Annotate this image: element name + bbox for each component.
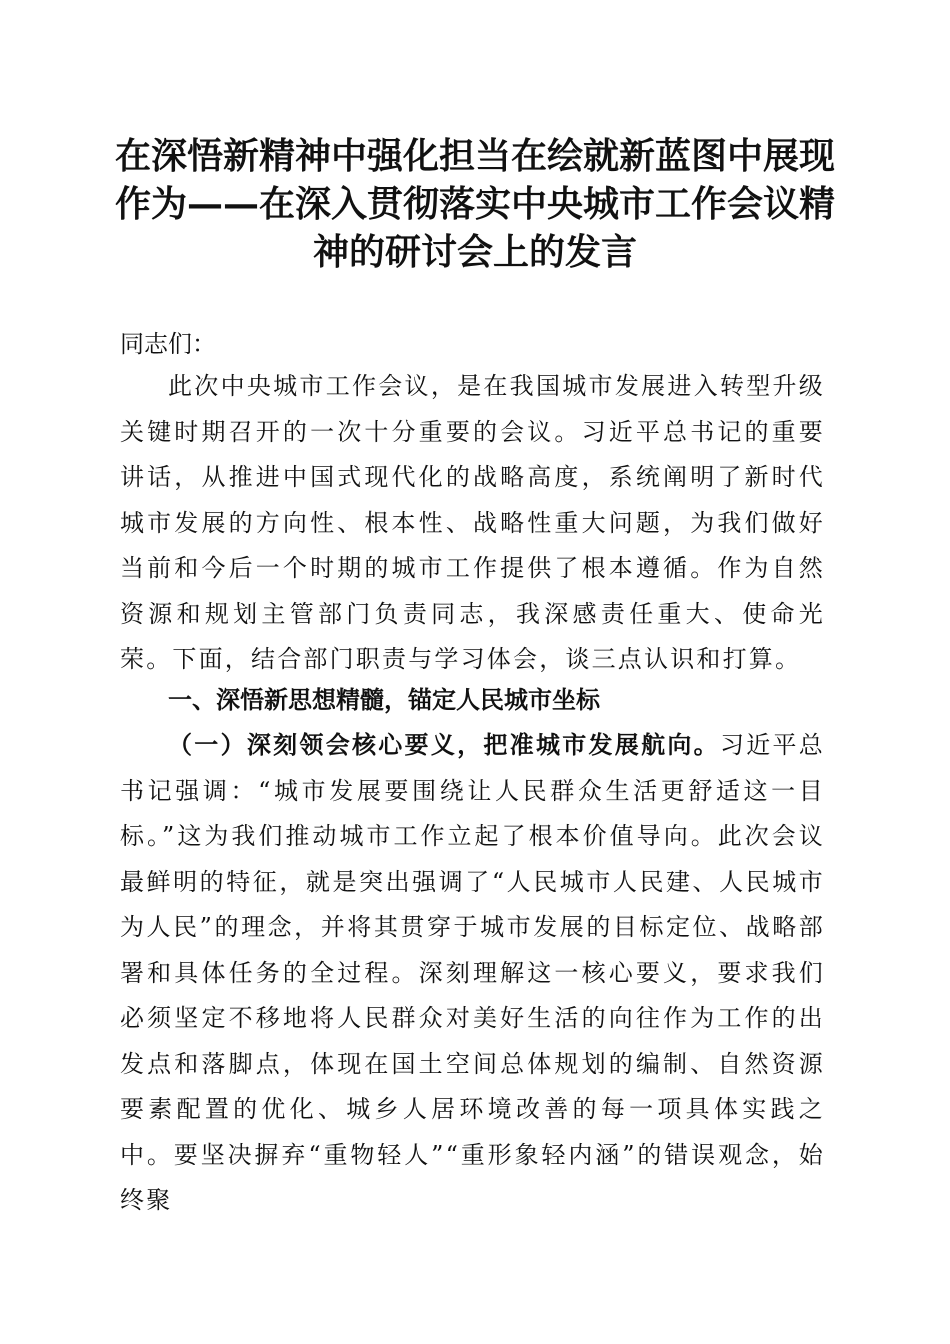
opening-paragraph: 此次中央城市工作会议，是在我国城市发展进入转型升级关键时期召开的一次十分重要的会议。习近平总书记的重要讲话，从推进中国式现代化的战略高度，系统阐明了新时代城市发展的方向性、根本性、战略性重大问题，为我们做好当前和今后一个时期的城市工作提供了根本遵循。作为自然资源和规划主管部门负责同志，我深感责任重大、使命光荣。下面，结合部门职责与学习体会，谈三点认识和打算。 — [120, 372, 825, 673]
subsection-1-text: 习近平总书记强调：“城市发展要围绕让人民群众生活更舒适这一目标。”这为我们推动城市工作立起了根本价值导向。此次会议最鲜明的特征，就是突出强调了“人民城市人民建、人民城市为人民”的理念，并将其贯穿于城市发展的目标定位、战略部署和具体任务的全过程。深刻理解这一核心要义，要求我们必须坚定不移地将人民群众对美好生活的向往作为工作的出发点和落脚点，体现在国土空间总体规划的编制、自然资源要素配置的优化、城乡人居环境改善的每一项具体实践之中。要坚决摒弃“重物轻人”“重形象轻内涵”的错误观念，始终聚 — [120, 731, 825, 1214]
section-heading-1: 一、深悟新思想精髓，锚定人民城市坐标 — [168, 686, 600, 714]
subsection-heading-1: （一）深刻领会核心要义，把准城市发展航向。 — [168, 730, 720, 759]
greeting: 同志们： — [120, 330, 216, 358]
subsection-1-paragraph — [120, 722, 825, 1224]
document-title: 在深悟新精神中强化担当在绘就新蓝图中展现作为——在深入贯彻落实中央城市工作会议精神的研讨会上的发言 — [114, 135, 835, 273]
